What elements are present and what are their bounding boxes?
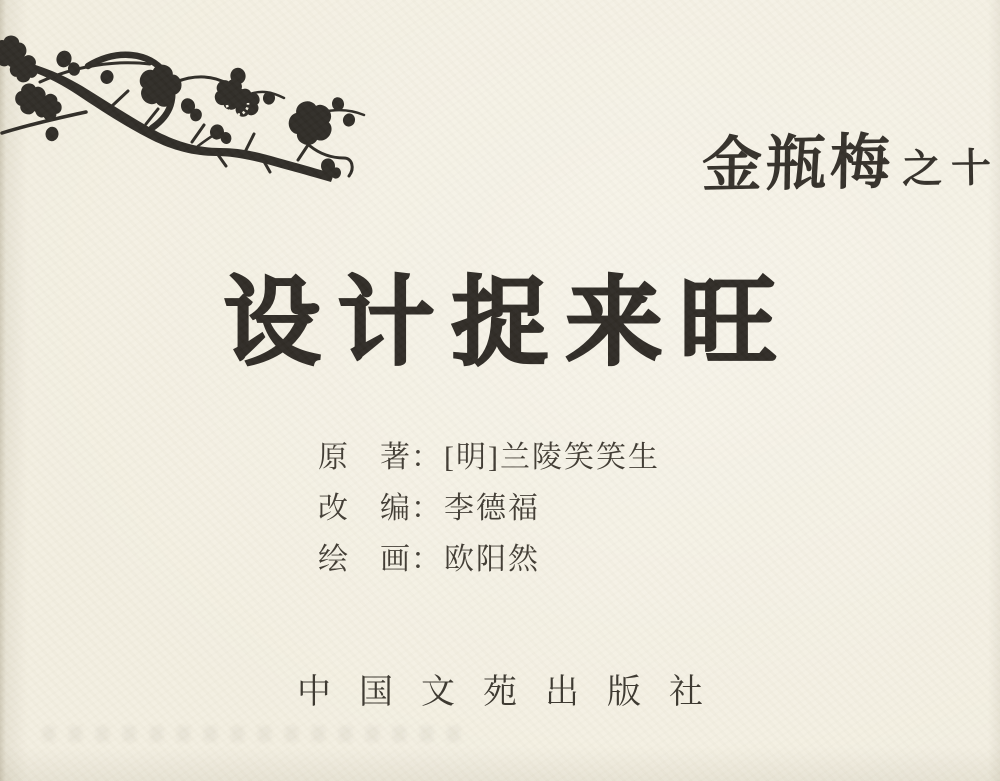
credit-line-author: [318, 432, 660, 483]
plum-branch-illustration: [0, 6, 402, 224]
credit-label: 改 编：: [318, 492, 442, 525]
credit-label: 原 著：: [318, 441, 442, 474]
plum-blossom: [132, 60, 188, 114]
series-number: 之十: [901, 144, 1000, 193]
credit-line-adapter: [318, 483, 660, 534]
credits-block: [318, 432, 660, 585]
page-show-through: [42, 726, 472, 742]
credit-value: 欧阳然: [444, 543, 540, 576]
credit-value: [明]兰陵笑笑生: [444, 441, 660, 474]
credit-line-illustrator: [318, 534, 660, 585]
book-title: 设计捉来旺: [223, 266, 794, 379]
publisher-name: 中国文苑出版社: [297, 674, 731, 711]
plum-branch-svg: [0, 6, 402, 224]
series-title: 金瓶梅: [701, 126, 895, 202]
series-calligraphy: [701, 126, 1000, 202]
credit-label: 绘 画：: [318, 543, 442, 576]
credit-value: 李德福: [444, 492, 540, 525]
